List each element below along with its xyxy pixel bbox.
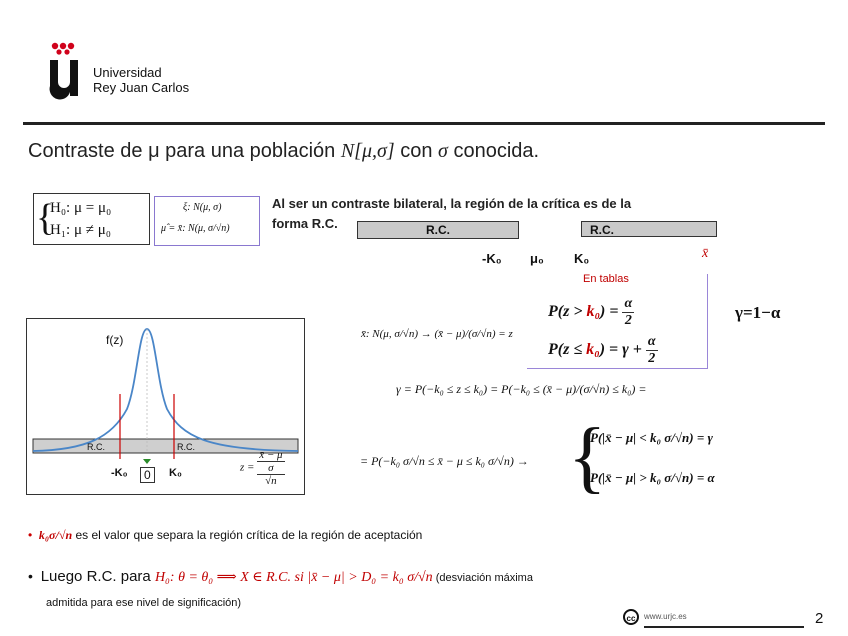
equivalence-formula: = P(−k₀ σ/√n ≤ x̄ − μ ≤ k₀ σ/√n) → bbox=[360, 454, 529, 468]
graph-k0: K₀ bbox=[169, 467, 182, 479]
axis-neg-k0: -K₀ bbox=[482, 251, 502, 266]
title-suffix: conocida. bbox=[447, 140, 540, 162]
bullet-2-line2: admitida para ese nivel de significación) bbox=[46, 597, 242, 609]
graph-z-eq: z = bbox=[240, 461, 255, 474]
header-divider bbox=[23, 122, 825, 125]
tables-formula-2: P(z ≤ k₀) = γ + $\frac{\alpha}{2}$ bbox=[548, 334, 656, 366]
brace-case-1: P(|x̄ − μ| < k₀ σ/√n) = γ bbox=[590, 430, 713, 445]
bullet-1 bbox=[28, 528, 422, 543]
cc-license-icon: cc bbox=[623, 609, 639, 625]
population-dist: ξ: N(μ, σ) bbox=[183, 202, 222, 213]
graph-rc-left: R.C. bbox=[87, 442, 105, 452]
standardization-formula: x̄: N(μ, σ/√n) → (x̄ − μ)/(σ/√n) = z bbox=[361, 328, 513, 340]
sample-mean-dist: μ̂ = x̄: N(μ, σ/√n) bbox=[161, 223, 230, 234]
normal-distribution-graph bbox=[26, 318, 305, 495]
rc-bar-right-label: R.C. bbox=[590, 223, 614, 237]
title-dist: N[μ,σ] bbox=[340, 140, 395, 162]
rc-bar-left bbox=[357, 221, 519, 239]
university-name-line1: Universidad bbox=[93, 65, 162, 80]
graph-zero: 0 bbox=[140, 467, 155, 483]
graph-neg-k0: -K₀ bbox=[111, 467, 128, 479]
tables-label: En tablas bbox=[583, 273, 629, 285]
gamma-equation: γ=1−α bbox=[735, 303, 781, 322]
footer-url: www.urjc.es bbox=[644, 612, 687, 621]
gamma-formula: γ = P(−k₀ ≤ z ≤ k₀) = P(−k₀ ≤ (x̄ − μ)/(σ/√n) ≤ k₀) = bbox=[396, 382, 647, 396]
bullet-2-lead: Luego R.C. para bbox=[40, 568, 155, 585]
axis-mu0: μ₀ bbox=[530, 251, 544, 266]
bullet-2-tail: (desviación máxima bbox=[432, 572, 533, 584]
gauss-curve bbox=[33, 329, 298, 451]
intro-line2: forma R.C. bbox=[272, 216, 338, 231]
hypotheses-box: { H₀: μ = μ₀ H₁: μ ≠ μ₀ bbox=[33, 193, 150, 245]
rc-bar-right bbox=[581, 221, 717, 237]
university-name-line2: Rey Juan Carlos bbox=[93, 80, 190, 95]
axis-xbar: x̄ bbox=[702, 246, 709, 261]
university-logo bbox=[46, 40, 82, 100]
footer-divider bbox=[644, 626, 804, 628]
title-sigma: σ bbox=[438, 140, 448, 162]
bullet-2 bbox=[28, 568, 533, 586]
title-mid: con bbox=[394, 140, 439, 162]
bullet-1-term: k₀σ/√n bbox=[38, 528, 73, 542]
graph-z-formula: z = x̄ − μ σ √n bbox=[240, 449, 283, 487]
university-name bbox=[93, 65, 189, 95]
alt-hypothesis: H₁: μ ≠ μ₀ bbox=[50, 222, 112, 238]
intro-line1: Al ser un contraste bilateral, la región de la crítica es de la bbox=[272, 196, 632, 211]
axis-k0: K₀ bbox=[574, 251, 590, 266]
page-number: 2 bbox=[815, 610, 824, 627]
brace-symbol: { bbox=[568, 413, 607, 501]
title-prefix: Contraste de μ para una población bbox=[28, 140, 341, 162]
bullet-1-dot: • bbox=[28, 528, 33, 542]
estimator-box bbox=[154, 196, 260, 246]
null-hypothesis: H₀: μ = μ₀ bbox=[50, 200, 112, 216]
page-title bbox=[28, 140, 539, 163]
bullet-2-formula: H₀: θ = θ₀ ⟹ X ∈ R.C. si |x̄ − μ| > D₀ = k₀ σ/√n bbox=[154, 570, 433, 585]
rc-bar-left-label: R.C. bbox=[426, 223, 450, 237]
graph-rc-right: R.C. bbox=[177, 442, 195, 452]
urjc-logo-icon bbox=[46, 40, 82, 100]
zero-marker-icon bbox=[143, 459, 151, 464]
graph-fz-label: f(z) bbox=[106, 333, 124, 347]
tables-formula-1: P(z > k₀) = $\frac{\alpha}{2}$ bbox=[548, 296, 633, 328]
bullet-2-dot: • bbox=[28, 568, 33, 584]
bullet-1-text: es el valor que separa la región crítica de la región de aceptación bbox=[72, 528, 423, 542]
brace-case-2: P(|x̄ − μ| > k₀ σ/√n) = α bbox=[590, 470, 715, 485]
